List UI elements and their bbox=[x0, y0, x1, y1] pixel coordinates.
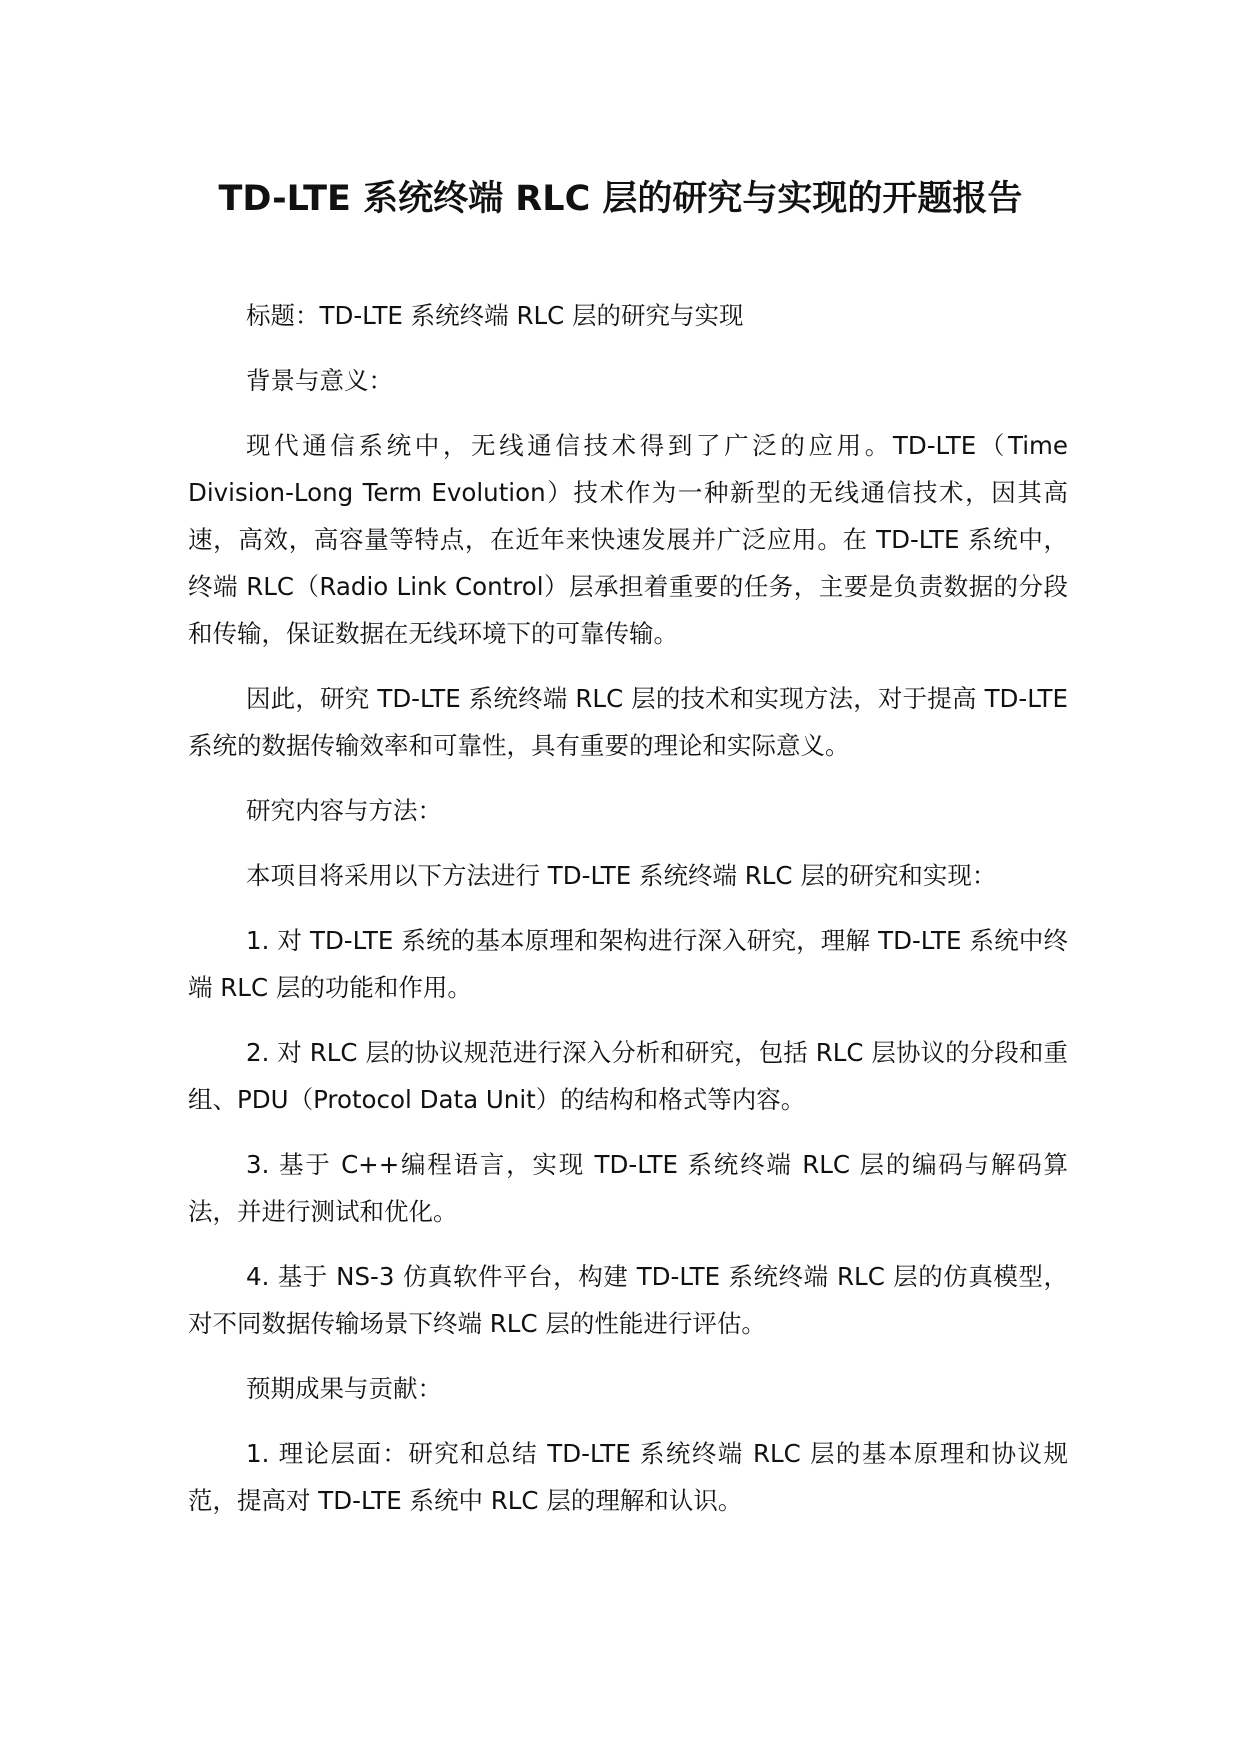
section-heading-background: 背景与意义： bbox=[246, 366, 393, 395]
section-heading-outcomes: 预期成果与贡献： bbox=[246, 1374, 442, 1403]
list-item-method-4: 4. 基于 NS-3 仿真软件平台，构建 TD-LTE 系统终端 RLC 层的仿真模型，对不同数据传输场景下终端 RLC 层的性能进行评估。 bbox=[188, 1262, 1068, 1338]
paragraph-title-line: 标题：TD-LTE 系统终端 RLC 层的研究与实现 bbox=[246, 301, 744, 330]
list-item-method-2: 2. 对 RLC 层的协议规范进行深入分析和研究，包括 RLC 层协议的分段和重组、PDU（Protocol Data Unit）的结构和格式等内容。 bbox=[188, 1038, 1068, 1114]
document-title: TD-LTE 系统终端 RLC 层的研究与实现的开题报告 bbox=[218, 179, 1023, 219]
document-body bbox=[188, 292, 1068, 1542]
list-item-method-1: 1. 对 TD-LTE 系统的基本原理和架构进行深入研究，理解 TD-LTE 系统中终端 RLC 层的功能和作用。 bbox=[188, 926, 1068, 1002]
paragraph-background: 现代通信系统中，无线通信技术得到了广泛的应用。TD-LTE（Time Division-Long Term Evolution）技术作为一种新型的无线通信技术，因其高速，高效，高容量等特点，在近年来快速发展并广泛应用。在 TD-LTE 系统中，终端 RLC（Radio Link Control）层承担着重要的任务，主要是负责数据的分段和传输，保证数据在无线环境下的可靠传输。 bbox=[188, 431, 1068, 648]
paragraph-significance: 因此，研究 TD-LTE 系统终端 RLC 层的技术和实现方法，对于提高 TD-LTE 系统的数据传输效率和可靠性，具有重要的理论和实际意义。 bbox=[188, 684, 1068, 760]
section-heading-methods: 研究内容与方法： bbox=[246, 796, 442, 825]
list-item-outcome-1: 1. 理论层面：研究和总结 TD-LTE 系统终端 RLC 层的基本原理和协议规范，提高对 TD-LTE 系统中 RLC 层的理解和认识。 bbox=[188, 1439, 1068, 1515]
paragraph-methods-intro: 本项目将采用以下方法进行 TD-LTE 系统终端 RLC 层的研究和实现： bbox=[246, 861, 997, 890]
list-item-method-3: 3. 基于 C++编程语言，实现 TD-LTE 系统终端 RLC 层的编码与解码算法，并进行测试和优化。 bbox=[188, 1150, 1068, 1226]
